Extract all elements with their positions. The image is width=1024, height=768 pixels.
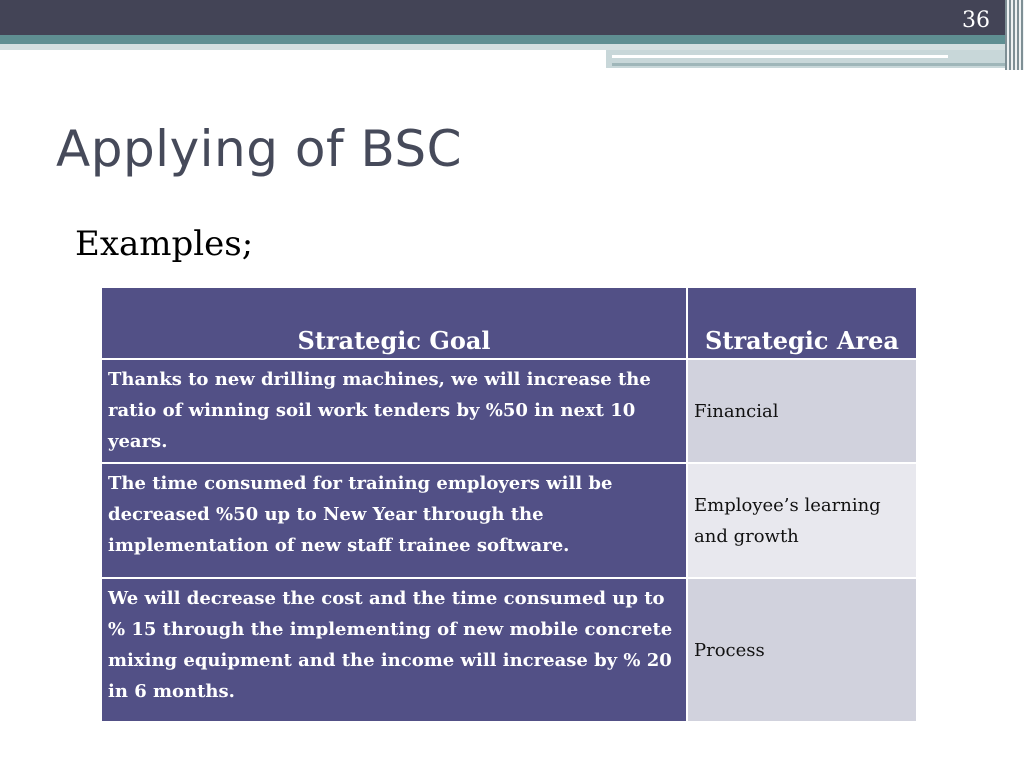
header-strategic-goal: Strategic Goal <box>101 287 687 359</box>
teal-accent-band <box>0 35 1024 44</box>
step-accent-line <box>612 63 1006 66</box>
strategic-goal-cell: Thanks to new drilling machines, we will increase the ratio of winning soil work tenders by %50 in next 10 years. <box>101 359 687 463</box>
strategic-area-cell: Employee’s learning and growth <box>687 463 917 578</box>
step-accent-line <box>612 55 948 58</box>
table-row <box>101 359 917 463</box>
strategic-goal-cell: We will decrease the cost and the time consumed up to % 15 through the implementing of new mobile concrete mixing equipment and the income will increase by % 20 in 6 months. <box>101 578 687 722</box>
table-header-row <box>101 287 917 359</box>
vertical-line-pattern <box>1005 0 1024 70</box>
slide-subtitle: Examples; <box>75 224 254 264</box>
strategic-area-cell: Process <box>687 578 917 722</box>
top-decorative-bar <box>0 0 1024 35</box>
strategic-goal-cell: The time consumed for training employers will be decreased %50 up to New Year through the implementation of new staff trainee software. <box>101 463 687 578</box>
header-strategic-area: Strategic Area <box>687 287 917 359</box>
table-row <box>101 578 917 722</box>
strategic-area-cell: Financial <box>687 359 917 463</box>
table-row <box>101 463 917 578</box>
bsc-examples-table <box>100 286 918 723</box>
slide-title: Applying of BSC <box>56 120 463 178</box>
slide-number: 36 <box>962 8 990 33</box>
